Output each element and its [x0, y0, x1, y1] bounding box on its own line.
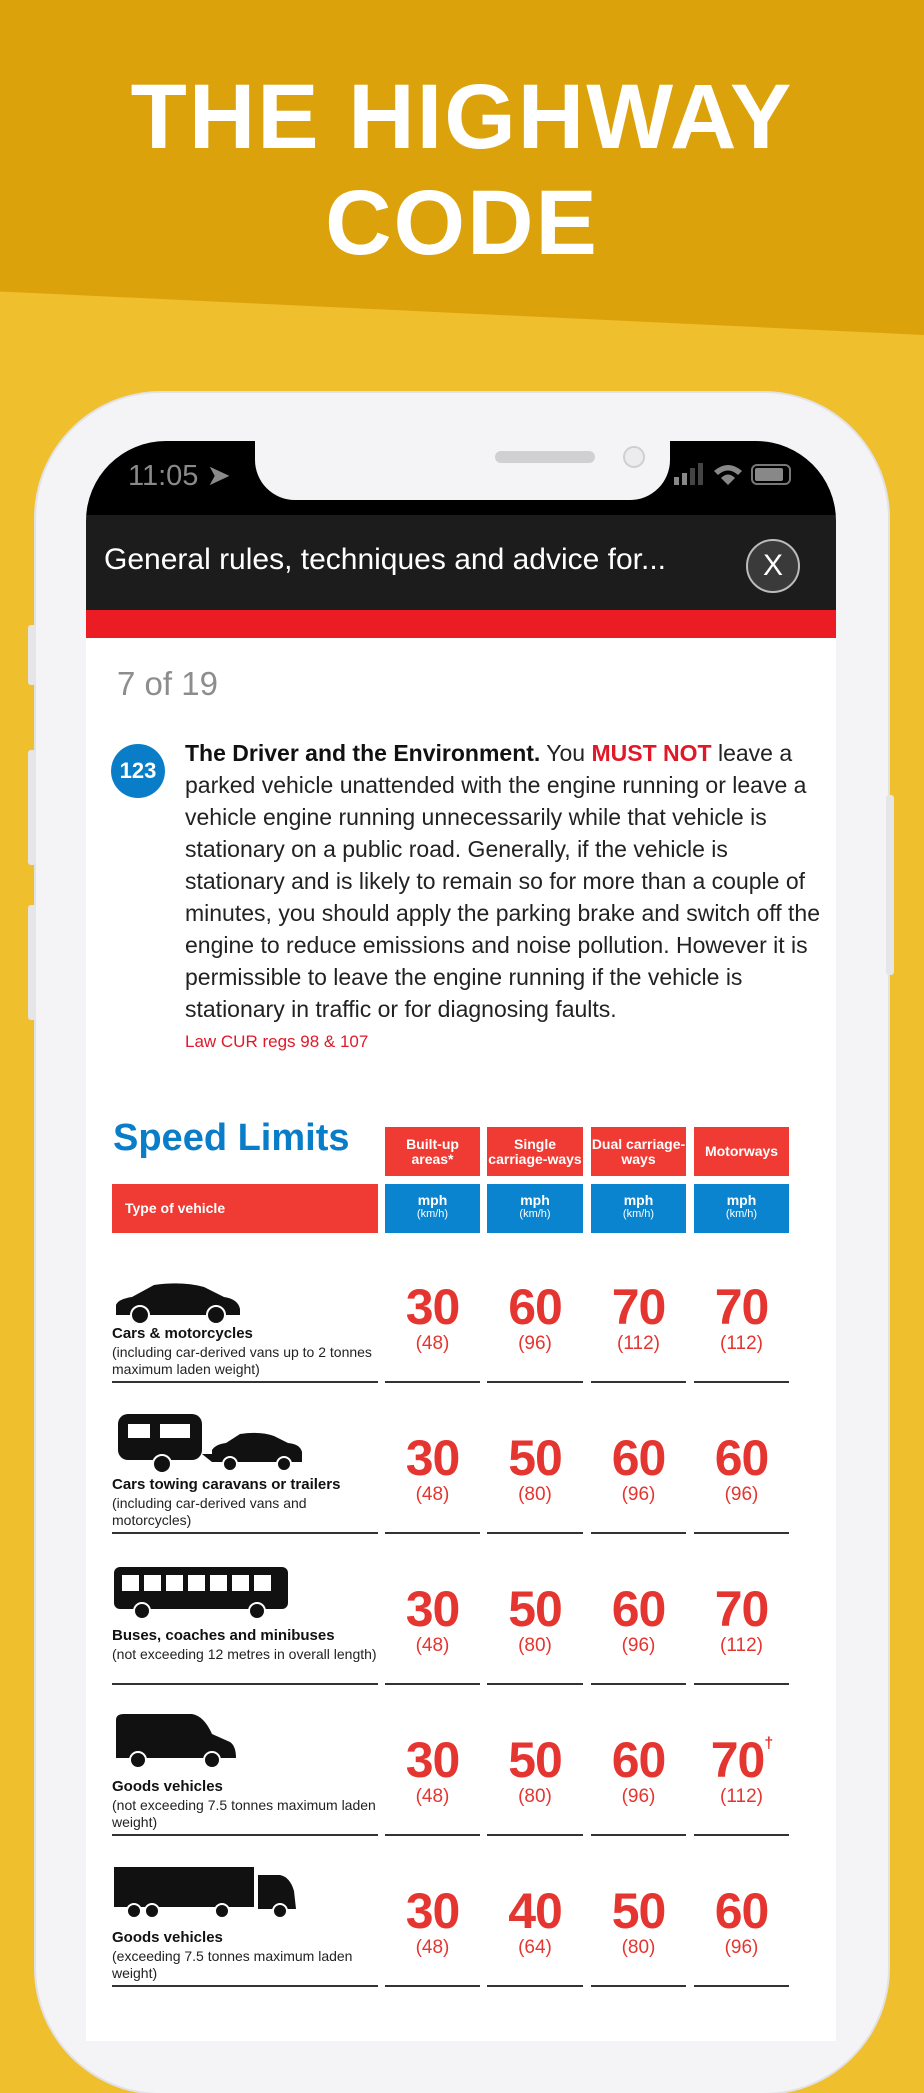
nav-title: General rules, techniques and advice for... — [104, 543, 667, 576]
divider — [487, 1532, 583, 1534]
kmh-value: (48) — [415, 1937, 450, 1958]
lorry-icon — [112, 1863, 372, 1928]
kmh-value: (96) — [724, 1484, 759, 1505]
unit-header: mph (km/h) — [591, 1184, 686, 1233]
speed-value: 30 (48) — [385, 1734, 480, 1808]
divider — [487, 1834, 583, 1836]
car-icon — [112, 1279, 372, 1330]
speed-row — [86, 1418, 836, 1569]
kmh-value: (112) — [720, 1333, 763, 1354]
kmh-value: (112) — [617, 1333, 660, 1354]
unit-header: mph (km/h) — [694, 1184, 789, 1233]
vehicle-name: Buses, coaches and minibuses — [112, 1627, 335, 1644]
speed-limits-title: Speed Limits — [113, 1117, 350, 1159]
kmh-value: (112) — [720, 1635, 763, 1656]
divider — [385, 1834, 480, 1836]
divider — [385, 1381, 480, 1383]
page-indicator: 7 of 19 — [117, 665, 218, 702]
divider — [694, 1985, 789, 1987]
divider — [694, 1381, 789, 1383]
divider — [112, 1381, 378, 1383]
divider — [112, 1532, 378, 1534]
unit-header: mph (km/h) — [487, 1184, 583, 1233]
kmh-value: (48) — [415, 1484, 450, 1505]
speed-value: 60 (96) — [487, 1281, 583, 1355]
rule-text: The Driver and the Environment. You MUST NOT leave a parked vehicle unattended with the engine running or leave a vehicle engine running unnecessarily while that vehicle is stationary on a public road. Generally, if the vehicle is stationary and is likely to remain so for more than a couple of minutes, you should apply the parking brake and switch off the engine to reduce emissions and noise pollution. However it is permissible to leave the engine running if the vehicle is stationary in traffic or for diagnosing faults. — [185, 740, 821, 1022]
notch — [255, 441, 670, 500]
vehicle-name: Cars towing caravans or trailers — [112, 1476, 341, 1493]
kmh-value: (48) — [415, 1635, 450, 1656]
app-screen — [86, 441, 836, 2041]
kmh-value: (96) — [724, 1937, 759, 1958]
speed-row — [86, 1569, 836, 1720]
vehicle-description: (not exceeding 12 metres in overall length) — [112, 1646, 377, 1662]
footnote-mark: † — [764, 1735, 773, 1752]
speed-value: 50 (80) — [487, 1583, 583, 1657]
kmh-value: (96) — [621, 1635, 656, 1656]
unit-header: mph (km/h) — [385, 1184, 480, 1233]
divider — [385, 1985, 480, 1987]
kmh-value: (80) — [518, 1635, 552, 1656]
speed-value: 30 (48) — [385, 1281, 480, 1355]
side-button — [28, 750, 36, 865]
speed-value: 40 (64) — [487, 1885, 583, 1959]
speed-value: 60 (96) — [591, 1583, 686, 1657]
title-line-2: CODE — [325, 172, 599, 274]
vehicle-name: Goods vehicles — [112, 1929, 223, 1946]
divider — [591, 1532, 686, 1534]
divider — [385, 1532, 480, 1534]
divider — [591, 1834, 686, 1836]
divider — [487, 1985, 583, 1987]
must-not-emphasis: MUST NOT — [591, 740, 712, 766]
speed-value: 70† (112) — [694, 1734, 789, 1808]
speed-value: 60 (96) — [591, 1432, 686, 1506]
kmh-value: (80) — [518, 1786, 552, 1807]
column-header: Motorways — [694, 1127, 789, 1176]
law-reference[interactable]: Law CUR regs 98 & 107 — [185, 1032, 369, 1051]
divider — [694, 1683, 789, 1685]
speed-value: 60 (96) — [694, 1885, 789, 1959]
column-header: Built-up areas* — [385, 1127, 480, 1176]
divider — [591, 1985, 686, 1987]
divider — [487, 1381, 583, 1383]
close-button[interactable]: X — [746, 539, 800, 593]
speed-value: 70 (112) — [591, 1281, 686, 1355]
kmh-value: (96) — [518, 1333, 552, 1354]
vehicle-description: (including car-derived vans up to 2 tonnes maximum laden weight) — [112, 1344, 372, 1377]
vehicle-description: (not exceeding 7.5 tonnes maximum laden weight) — [112, 1797, 376, 1830]
divider — [694, 1834, 789, 1836]
divider — [385, 1683, 480, 1685]
accent-bar — [86, 610, 836, 638]
speed-row — [86, 1871, 836, 2022]
speed-value: 50 (80) — [487, 1734, 583, 1808]
column-header: Dual carriage-ways — [591, 1127, 686, 1176]
column-header: Single carriage-ways — [487, 1127, 583, 1176]
divider — [591, 1683, 686, 1685]
nav-bar — [86, 515, 836, 610]
rule-title: The Driver and the Environment. — [185, 740, 541, 766]
kmh-value: (96) — [621, 1484, 656, 1505]
signal-wifi-battery-icon — [674, 461, 804, 491]
kmh-value: (48) — [415, 1786, 450, 1807]
rule-number-badge: 123 — [111, 744, 165, 798]
vehicle-name: Cars & motorcycles — [112, 1325, 253, 1342]
speed-value: 50 (80) — [591, 1885, 686, 1959]
title-line-1: THE HIGHWAY — [130, 66, 794, 168]
speed-value: 60 (96) — [694, 1432, 789, 1506]
promo-title — [0, 64, 924, 276]
kmh-value: (96) — [621, 1786, 656, 1807]
divider — [694, 1532, 789, 1534]
speed-value: 50 (80) — [487, 1432, 583, 1506]
type-of-vehicle-header: Type of vehicle — [112, 1184, 378, 1233]
speed-value: 30 (48) — [385, 1885, 480, 1959]
speed-value: 70 (112) — [694, 1281, 789, 1355]
kmh-value: (112) — [720, 1786, 763, 1807]
car-caravan-icon — [112, 1410, 372, 1481]
divider — [112, 1985, 378, 1987]
status-bar — [86, 441, 836, 515]
vehicle-name: Goods vehicles — [112, 1778, 223, 1795]
speed-row — [86, 1267, 836, 1418]
speed-row — [86, 1720, 836, 1871]
divider — [112, 1834, 378, 1836]
divider — [487, 1683, 583, 1685]
divider — [591, 1381, 686, 1383]
speed-value: 30 (48) — [385, 1583, 480, 1657]
speed-value: 60 (96) — [591, 1734, 686, 1808]
side-button — [886, 795, 894, 975]
side-button — [28, 905, 36, 1020]
status-time: 11:05 ➤ — [128, 460, 231, 492]
kmh-value: (48) — [415, 1333, 450, 1354]
vehicle-description: (exceeding 7.5 tonnes maximum laden weight) — [112, 1948, 353, 1981]
speed-value: 30 (48) — [385, 1432, 480, 1506]
kmh-value: (80) — [518, 1484, 552, 1505]
kmh-value: (80) — [621, 1937, 656, 1958]
van-icon — [112, 1712, 372, 1777]
divider — [112, 1683, 378, 1685]
vehicle-description: (including car-derived vans and motorcycles) — [112, 1495, 307, 1528]
speed-value: 70 (112) — [694, 1583, 789, 1657]
kmh-value: (64) — [518, 1937, 552, 1958]
side-button — [28, 625, 36, 685]
bus-icon — [112, 1563, 372, 1628]
